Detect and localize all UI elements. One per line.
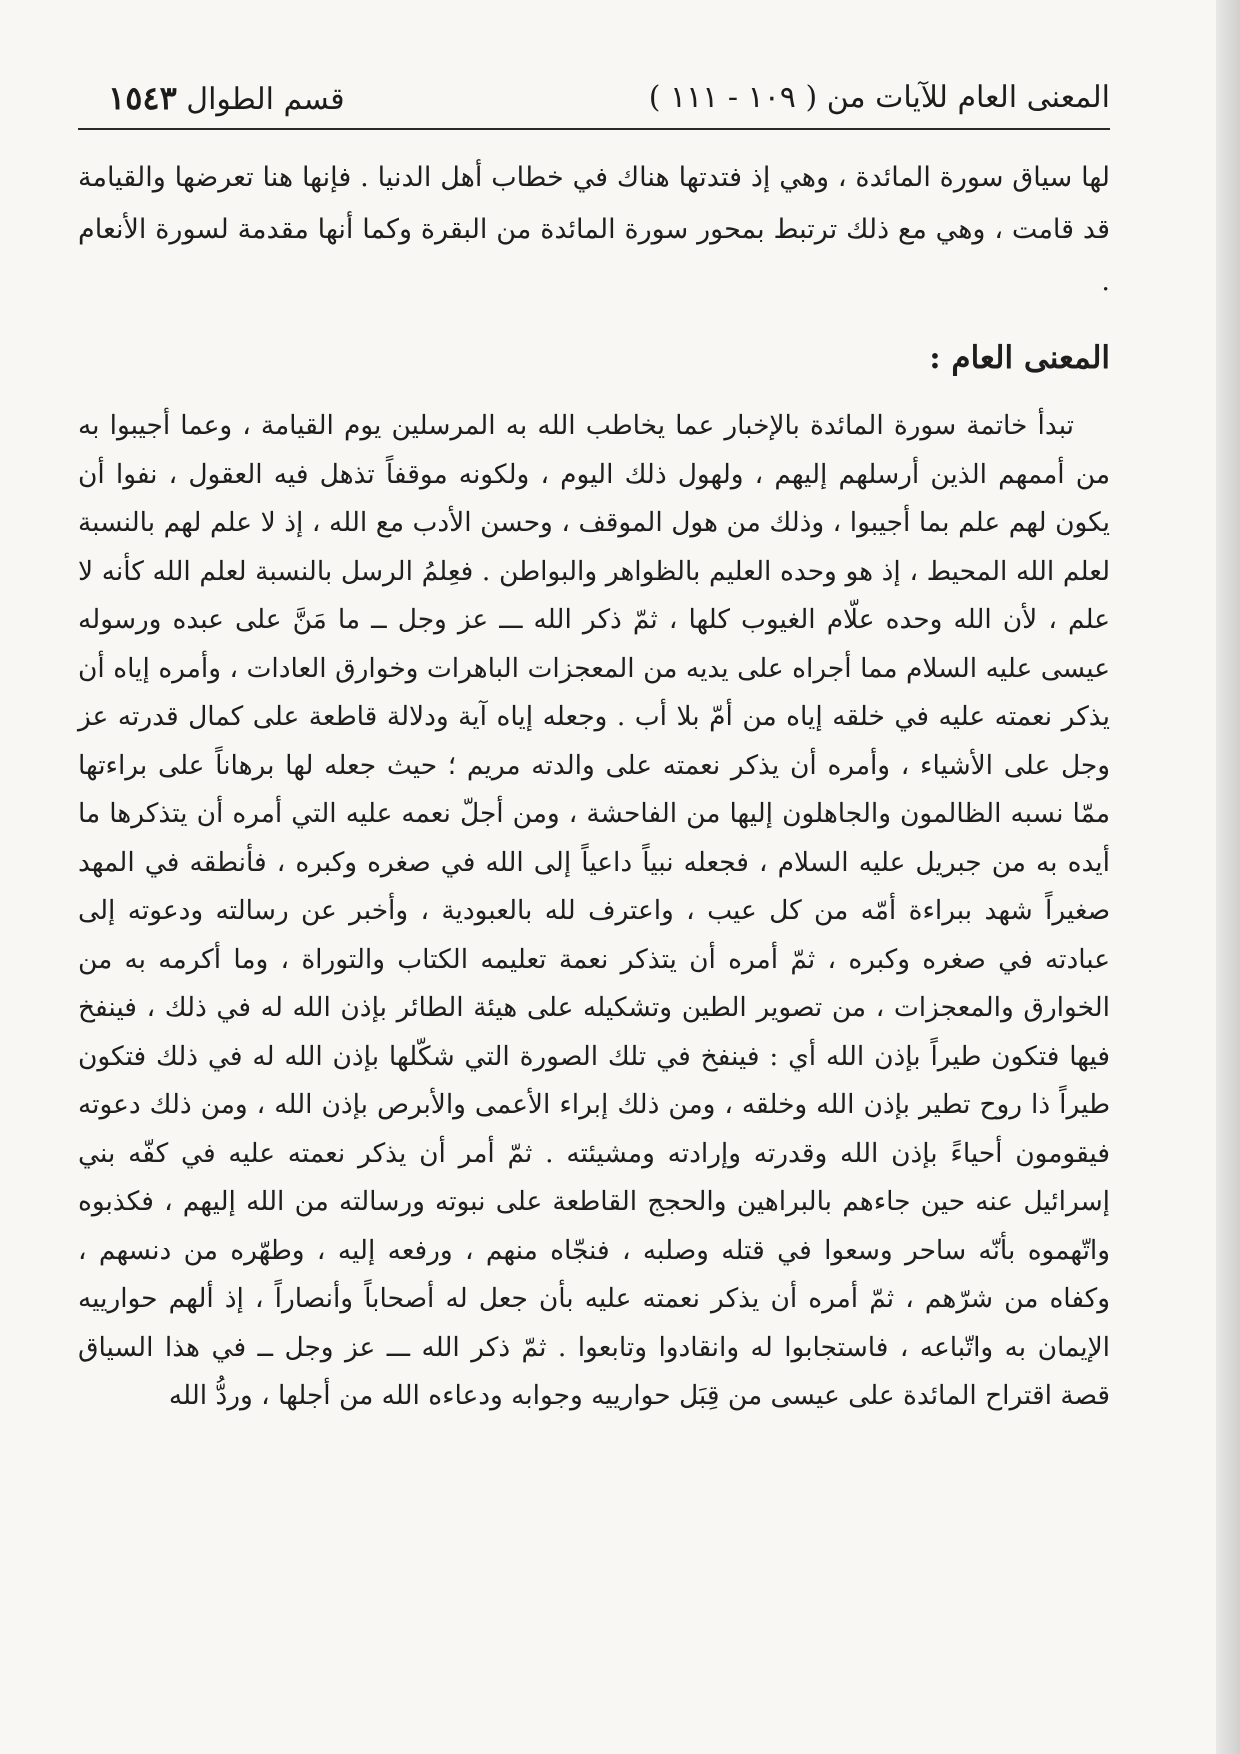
page-body [78, 152, 1110, 1421]
scan-shadow-edge [1216, 0, 1240, 1754]
intro-paragraph: لها سياق سورة المائدة ، وهي إذ فتدتها هناك في خطاب أهل الدنيا . فإنها هنا تعرضها والقيامة قد قامت ، وهي مع ذلك ترتبط بمحور سورة المائدة من البقرة وكما أنها مقدمة لسورة الأنعام . [78, 162, 1110, 297]
section-name: قسم الطوال [186, 82, 345, 117]
header-rule [78, 128, 1110, 130]
page-number: ١٥٤٣ [108, 79, 177, 117]
running-title: المعنى العام للآيات من ( ١٠٩ - ١١١ ) [648, 80, 1110, 115]
main-paragraph: تبدأ خاتمة سورة المائدة بالإخبار عما يخاطب الله به المرسلين يوم القيامة ، وعما أجيبوا به من أممهم الذين أرسلهم إليهم ، ولهول ذلك اليوم ، ولكونه موقفاً تذهل فيه العقول ، نفوا أن يكون لهم علم بما أجيبوا ، وذلك من هول الموقف ، وحسن الأدب مع الله ، إذ لا علم لهم بالنسبة لعلم الله المحيط ، إذ هو وحده العليم بالظواهر والبواطن . فعِلمُ الرسل بالنسبة لعلم الله كأنه لا علم ، لأن الله وحده علّام الغيوب كلها ، ثمّ ذكر الله ـــ عز وجل ــ ما مَنَّ على عبده ورسوله عيسى عليه السلام مما أجراه على يديه من المعجزات الباهرات وخوارق العادات ، وأمره إياه أن يذكر نعمته عليه في خلقه إياه من أمّ بلا أب . وجعله إياه آية ودلالة قاطعة على كمال قدرته عز وجل على الأشياء ، وأمره أن يذكر نعمته على والدته مريم ؛ حيث جعله لها برهاناً على براءتها ممّا نسبه الظالمون والجاهلون إليها من الفاحشة ، ومن أجلّ نعمه عليه التي أمره أن يتذكرها ما أيده به من جبريل عليه السلام ، فجعله نبياً داعياً إلى الله في صغره وكبره ، فأنطقه في المهد صغيراً شهد ببراءة أمّه من كل عيب ، واعترف لله بالعبودية ، وأخبر عن رسالته ودعوته إلى عبادته في صغره وكبره ، ثمّ أمره أن يتذكر نعمة تعليمه الكتاب والتوراة ، وما أكرمه به من الخوارق والمعجزات ، من تصوير الطين وتشكيله على هيئة الطائر بإذن الله له في ذلك ، فينفخ فيها فتكون طيراً بإذن الله أي : فينفخ في تلك الصورة التي شكّلها بإذن الله له في ذلك فتكون طيراً ذا روح تطير بإذن الله وخلقه ، ومن ذلك إبراء الأعمى والأبرص بإذن الله ، ومن ذلك دعوته فيقومون أحياءً بإذن الله وقدرته وإرادته ومشيئته . ثمّ أمر أن يذكر نعمته عليه في كفّه بني إسرائيل عنه حين جاءهم بالبراهين والحجج القاطعة على نبوته ورسالته من الله إليهم ، فكذبوه واتّهموه بأنّه ساحر وسعوا في قتله وصلبه ، فنجّاه منهم ، ورفعه إليه ، وطهّره من دنسهم ، وكفاه من شرّهم ، ثمّ أمره أن يذكر نعمته عليه بأن جعل له أصحاباً وأنصاراً ، إذ ألهم حوارييه الإيمان به واتّباعه ، فاستجابوا له وانقادوا وتابعوا . ثمّ ذكر الله ـــ عز وجل ــ في هذا السياق قصة اقتراح المائدة على عيسى من قِبَل حوارييه وجوابه ودعاءه الله من أجلها ، وردُّ الله [78, 410, 1110, 1411]
header-section-info [78, 78, 345, 120]
page-header [78, 78, 1110, 130]
section-heading: المعنى العام : [929, 340, 1110, 376]
